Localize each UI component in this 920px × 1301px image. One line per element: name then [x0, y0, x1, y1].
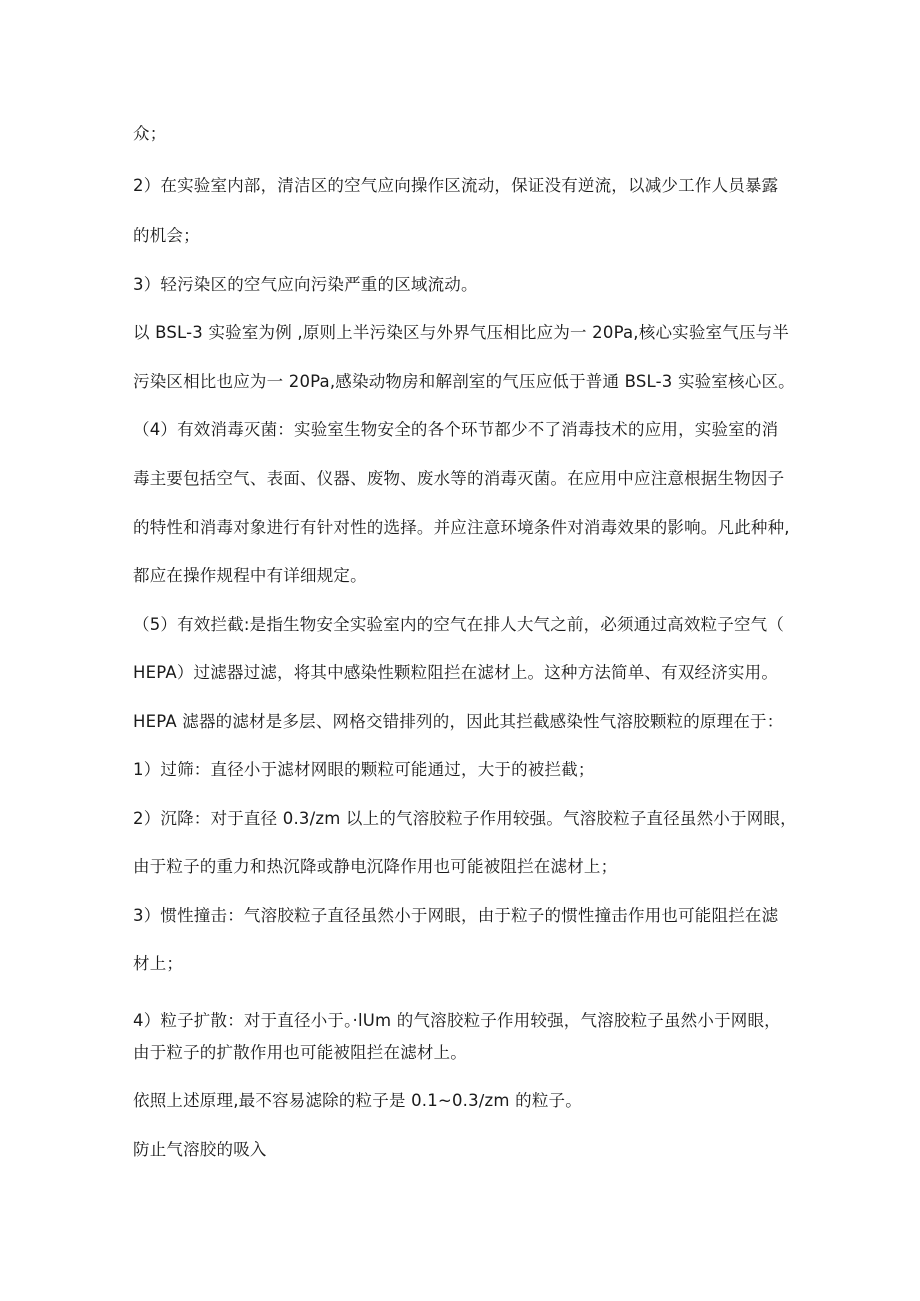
text-line: 3）惯性撞击：气溶胶粒子直径虽然小于网眼，由于粒子的惯性撞击作用也可能阻拦在滤: [133, 906, 779, 925]
text-line: 1）过筛：直径小于滤材网眼的颗粒可能通过，大于的被拦截；: [133, 760, 595, 779]
text-line: 防止气溶胶的吸入: [133, 1140, 267, 1159]
text-line: 3）轻污染区的空气应向污染严重的区域流动。: [133, 275, 478, 294]
text-line: 依照上述原理,最不容易滤除的粒子是 0.1~0.3∕zm 的粒子。: [133, 1091, 582, 1110]
text-line: 2）沉降：对于直径 0.3/zm 以上的气溶胶粒子作用较强。气溶胶粒子直径虽然小于网眼，: [133, 809, 797, 828]
text-line: 4）粒子扩散：对于直径小于。·lUm 的气溶胶粒子作用较强，气溶胶粒子虽然小于网眼，: [133, 1011, 781, 1030]
text-line: 以 BSL-3 实验室为例 ,原则上半污染区与外界气压相比应为一 20Pa,核心实验室气压与半: [133, 323, 790, 342]
text-line: 2）在实验室内部，清洁区的空气应向操作区流动，保证没有逆流，以减少工作人员暴露: [133, 176, 779, 195]
text-line: （4）有效消毒灭菌：实验室生物安全的各个环节都少不了消毒技术的应用，实验室的消: [133, 420, 779, 439]
text-line: 毒主要包括空气、表面、仪器、废物、废水等的消毒灭菌。在应用中应注意根据生物因子: [133, 469, 785, 488]
text-line: HEPA 滤器的滤材是多层、网格交错排列的，因此其拦截感染性气溶胶颗粒的原理在于：: [133, 712, 784, 731]
text-line: 的特性和消毒对象进行有针对性的选择。并应注意环境条件对消毒效果的影响。凡此种种,: [133, 518, 790, 537]
text-line: 都应在操作规程中有详细规定。: [133, 566, 367, 585]
text-line: 材上；: [133, 954, 184, 973]
text-line: （5）有效拦截:是指生物安全实验室内的空气在排人大气之前，必须通过高效粒子空气（: [133, 615, 785, 634]
text-line: 污染区相比也应为一 20Pa,感染动物房和解剖室的气压应低于普通 BSL-3 实验室核心区。: [133, 372, 795, 391]
text-line: 众；: [133, 124, 167, 143]
text-line: 由于粒子的扩散作用也可能被阻拦在滤材上。: [133, 1043, 467, 1062]
text-line: HEPA）过滤器过滤，将其中感染性颗粒阻拦在滤材上。这种方法简单、有双经济实用。: [133, 663, 779, 682]
text-line: 由于粒子的重力和热沉降或静电沉降作用也可能被阻拦在滤材上；: [133, 857, 618, 876]
text-line: 的机会；: [133, 226, 200, 245]
